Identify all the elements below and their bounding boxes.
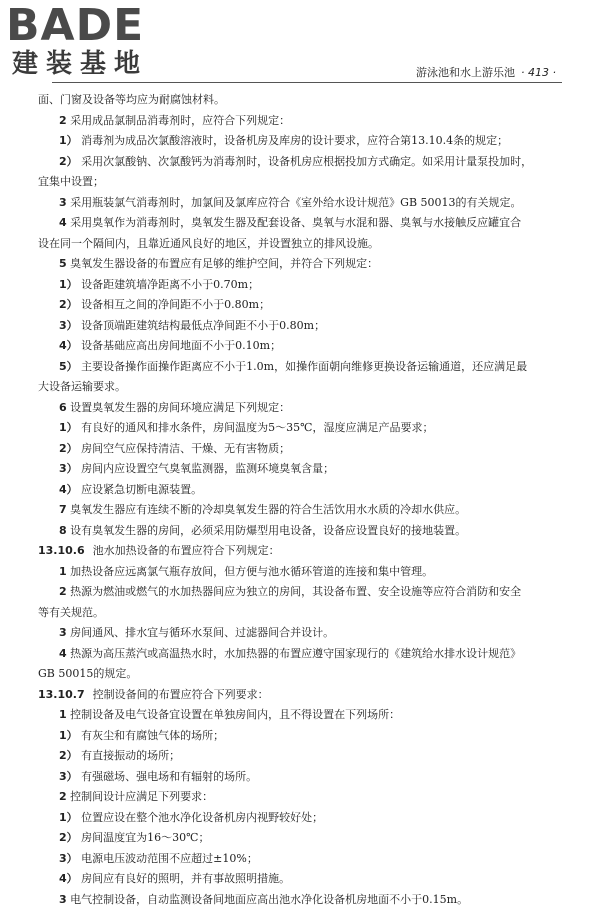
line-text: 有良好的通风和排水条件，房间温度为5～35℃，湿度应满足产品要求； [81, 421, 433, 434]
item-number: 1） [59, 278, 78, 291]
line-text: 设备基础应高出房间地面不小于0.10m； [81, 339, 281, 352]
line-text: 位置应设在整个池水净化设备机房内视野较好处； [81, 811, 323, 824]
text-line [38, 685, 580, 706]
line-text: GB 50015的规定。 [38, 667, 137, 680]
item-number: 6 [59, 401, 67, 414]
text-line [38, 336, 580, 357]
item-number: 3） [59, 462, 78, 475]
section-number: 13.10.7 [38, 688, 85, 701]
logo-text-cn: 建装基地 [12, 49, 182, 79]
item-number: 2 [59, 114, 67, 127]
item-number: 2 [59, 585, 67, 598]
text-line [38, 254, 580, 275]
item-number: 3 [59, 196, 67, 209]
text-line [38, 644, 580, 665]
text-line [38, 418, 580, 439]
line-text: 设置臭氧发生器的房间环境应满足下列规定： [70, 401, 290, 414]
item-number: 1） [59, 134, 78, 147]
item-number: 4） [59, 483, 78, 496]
item-number: 1） [59, 421, 78, 434]
text-line [38, 869, 580, 890]
item-number: 2 [59, 790, 67, 803]
item-number: 5 [59, 257, 67, 270]
text-line [38, 377, 580, 398]
line-text: 设有臭氧发生器的房间，必须采用防爆型用电设备，设备应设置良好的接地装置。 [70, 524, 466, 537]
text-line [38, 275, 580, 296]
item-number: 4 [59, 216, 67, 229]
item-number: 1） [59, 729, 78, 742]
text-line [38, 562, 580, 583]
text-line [38, 193, 580, 214]
text-line [38, 439, 580, 460]
line-text: 房间内应设置空气臭氧监测器，监测环境臭氧含量； [81, 462, 334, 475]
text-line [38, 828, 580, 849]
item-number: 4 [59, 647, 67, 660]
text-line [38, 480, 580, 501]
item-number: 3 [59, 893, 67, 906]
line-text: 加热设备应远离氯气瓶存放间，但方便与池水循环管道的连接和集中管理。 [70, 565, 433, 578]
item-number: 3） [59, 319, 78, 332]
line-text: 控制设备间的布置应符合下列要求： [93, 688, 269, 701]
text-line [38, 664, 580, 685]
line-text: 控制设备及电气设备宜设置在单独房间内，且不得设置在下列场所： [70, 708, 400, 721]
item-number: 2） [59, 749, 78, 762]
running-head [416, 64, 556, 80]
text-line [38, 500, 580, 521]
line-text: 宜集中设置； [38, 175, 104, 188]
line-text: 有直接振动的场所； [81, 749, 180, 762]
item-number: 2） [59, 442, 78, 455]
text-line [38, 295, 580, 316]
text-line [38, 357, 580, 378]
item-number: 2） [59, 298, 78, 311]
text-line [38, 521, 580, 542]
line-text: 采用成品氯制品消毒剂时，应符合下列规定： [70, 114, 290, 127]
item-number: 2） [59, 831, 78, 844]
text-line [38, 398, 580, 419]
text-line [38, 726, 580, 747]
line-text: 设备相互之间的净间距不小于0.80m； [81, 298, 270, 311]
text-line [38, 849, 580, 870]
line-text: 面、门窗及设备等均应为耐腐蚀材料。 [38, 93, 225, 106]
item-number: 1） [59, 811, 78, 824]
section-number: 13.10.6 [38, 544, 85, 557]
text-line [38, 541, 580, 562]
line-text: 消毒剂为成品次氯酸溶液时，设备机房及库房的设计要求，应符合第13.10.4条的规定； [81, 134, 508, 147]
text-line [38, 172, 580, 193]
line-text: 臭氧发生器设备的布置应有足够的维护空间，并符合下列规定： [70, 257, 378, 270]
line-text: 电源电压波动范围不应超过±10%； [81, 852, 258, 865]
line-text: 采用次氯酸钠、次氯酸钙为消毒剂时，设备机房应根据投加方式确定。如采用计量泵投加时， [81, 155, 532, 168]
item-number: 3） [59, 852, 78, 865]
text-line [38, 705, 580, 726]
document-body [38, 90, 580, 910]
line-text: 臭氧发生器应有连续不断的冷却臭氧发生器的符合生活饮用水水质的冷却水供应。 [70, 503, 466, 516]
line-text: 控制间设计应满足下列要求： [70, 790, 213, 803]
page-number: · 413 · [521, 66, 556, 79]
line-text: 房间应有良好的照明，并有事故照明措施。 [81, 872, 290, 885]
line-text: 大设备运输要求。 [38, 380, 126, 393]
line-text: 热源为高压蒸汽或高温热水时，水加热器的布置应遵守国家现行的《建筑给水排水设计规范》 [70, 647, 521, 660]
line-text: 设备顶端距建筑结构最低点净间距不小于0.80m； [81, 319, 325, 332]
item-number: 5） [59, 360, 78, 373]
text-line [38, 234, 580, 255]
logo [6, 3, 182, 79]
line-text: 主要设备操作面操作距离应不小于1.0m，如操作面朝向维修更换设备运输通道，还应满足最 [81, 360, 527, 373]
line-text: 应设紧急切断电源装置。 [81, 483, 202, 496]
text-line [38, 746, 580, 767]
line-text: 等有关规范。 [38, 606, 104, 619]
line-text: 房间通风、排水宜与循环水泵间、过滤器间合并设计。 [70, 626, 334, 639]
item-number: 4） [59, 872, 78, 885]
item-number: 3） [59, 770, 78, 783]
line-text: 房间空气应保持清洁、干燥、无有害物质； [81, 442, 290, 455]
line-text: 采用臭氧作为消毒剂时，臭氧发生器及配套设备、臭氧与水混和器、臭氧与水接触反应罐宜合 [70, 216, 521, 229]
text-line [38, 767, 580, 788]
logo-text-en: BADE [6, 3, 182, 49]
item-number: 3 [59, 626, 67, 639]
item-number: 2） [59, 155, 78, 168]
header-rule [52, 82, 562, 83]
line-text: 热源为燃油或燃气的水加热器间应为独立的房间，其设备布置、安全设施等应符合消防和安全 [70, 585, 521, 598]
line-text: 采用瓶装氯气消毒剂时，加氯间及氯库应符合《室外给水设计规范》GB 50013的有关规定。 [70, 196, 521, 209]
line-text: 池水加热设备的布置应符合下列规定： [93, 544, 280, 557]
item-number: 7 [59, 503, 67, 516]
item-number: 8 [59, 524, 67, 537]
text-line [38, 787, 580, 808]
text-line [38, 623, 580, 644]
line-text: 有灰尘和有腐蚀气体的场所； [81, 729, 224, 742]
line-text: 电气控制设备，自动监测设备间地面应高出池水净化设备机房地面不小于0.15m。 [70, 893, 468, 906]
text-line [38, 459, 580, 480]
item-number: 1 [59, 708, 67, 721]
text-line [38, 90, 580, 111]
item-number: 4） [59, 339, 78, 352]
line-text: 有强磁场、强电场和有辐射的场所。 [81, 770, 257, 783]
line-text: 房间温度宜为16～30℃； [81, 831, 209, 844]
text-line [38, 152, 580, 173]
text-line [38, 111, 580, 132]
line-text: 设在同一个隔间内，且靠近通风良好的地区，并设置独立的排风设施。 [38, 237, 379, 250]
text-line [38, 316, 580, 337]
text-line [38, 131, 580, 152]
text-line [38, 603, 580, 624]
line-text: 设备距建筑墙净距离不小于0.70m； [81, 278, 259, 291]
text-line [38, 808, 580, 829]
text-line [38, 582, 580, 603]
running-head-title: 游泳池和水上游乐池 [416, 66, 515, 79]
item-number: 1 [59, 565, 67, 578]
text-line [38, 213, 580, 234]
